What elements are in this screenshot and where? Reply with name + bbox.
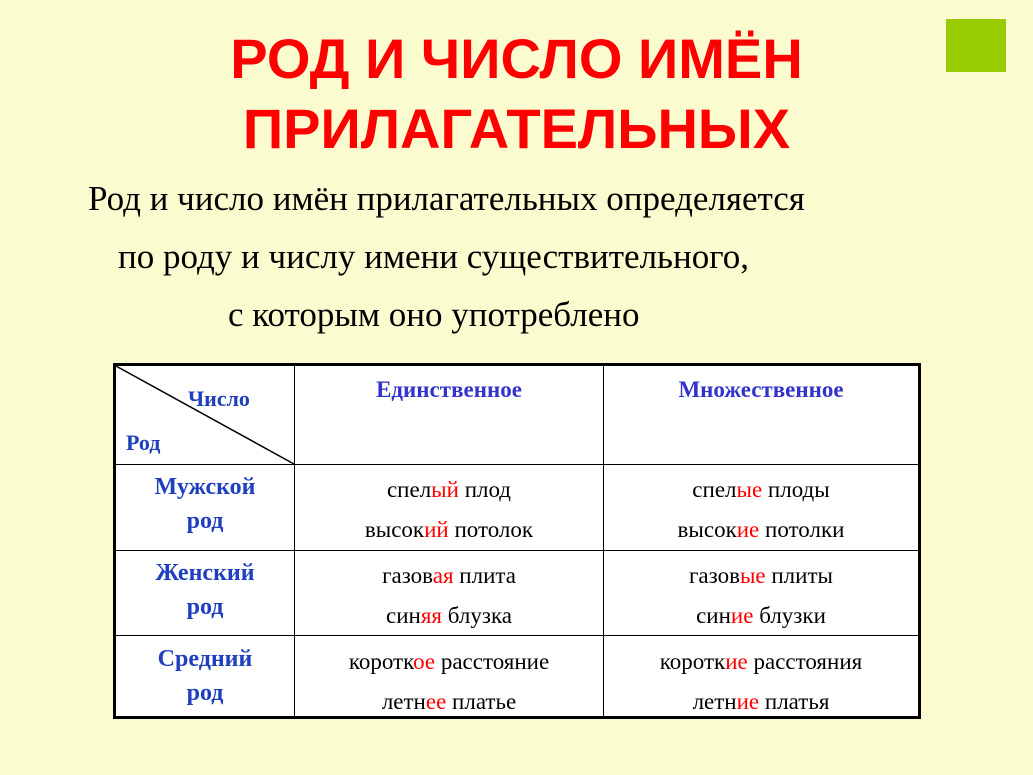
adjective-ending: ий — [424, 517, 449, 542]
row-label-line: Женский — [155, 560, 255, 586]
cell-masculine-singular — [295, 470, 603, 550]
rule-line-3: с которым оно употреблено — [228, 295, 640, 334]
row-label-line: род — [186, 508, 224, 534]
cell-feminine-singular — [295, 556, 603, 636]
adjective-ending: ее — [425, 689, 447, 714]
adjective-ending: ые — [739, 563, 766, 588]
corner-label-gender: Род — [126, 430, 161, 455]
cell-neuter-singular — [295, 642, 603, 722]
example-phrase: высокий потолок — [364, 517, 534, 542]
row-label-line: род — [186, 680, 224, 706]
adjective-ending: ие — [730, 603, 754, 628]
adjective-ending: ые — [736, 477, 763, 502]
row-label-feminine — [116, 556, 294, 624]
example-phrase: синяя блузка — [386, 603, 512, 628]
example-phrase: летние платья — [692, 689, 830, 714]
example-phrase: летнее платье — [381, 689, 517, 714]
example-phrase: газовая плита — [382, 563, 516, 588]
adjective-ending: ие — [736, 517, 760, 542]
rule-line-2: по роду и числу имени существительного, — [118, 237, 749, 276]
rule-line-1: Род и число имён прилагательных определяется — [88, 179, 805, 218]
column-header-singular: Единственное — [376, 377, 522, 402]
table-divider-h2 — [116, 550, 918, 551]
adjective-ending: ие — [725, 649, 748, 674]
example-phrase: синие блузки — [696, 603, 826, 628]
example-phrase: газовые плиты — [689, 563, 833, 588]
title-line-2: ПРИЛАГАТЕЛЬНЫХ — [242, 97, 791, 160]
row-label-line: род — [186, 594, 224, 620]
adjective-ending: ие — [736, 689, 760, 714]
adjective-ending: ое — [413, 649, 436, 674]
cell-neuter-plural — [604, 642, 918, 722]
example-phrase: спелый плод — [386, 477, 512, 502]
row-label-masculine — [116, 470, 294, 538]
row-label-line: Мужской — [154, 474, 256, 500]
adjective-ending: яя — [420, 603, 442, 628]
gender-number-table — [113, 363, 921, 719]
title-line-1: РОД И ЧИСЛО ИМЁН — [230, 27, 803, 90]
adjective-ending: ая — [432, 563, 454, 588]
column-header-plural: Множественное — [678, 377, 844, 402]
example-phrase: высокие потолки — [677, 517, 845, 542]
example-phrase: короткие расстояния — [659, 649, 863, 674]
page-title — [0, 24, 1033, 164]
cell-feminine-plural — [604, 556, 918, 636]
corner-label-number: Число — [188, 386, 250, 411]
row-label-line: Средний — [157, 646, 253, 672]
row-label-neuter — [116, 642, 294, 710]
adjective-ending: ый — [431, 477, 459, 502]
cell-masculine-plural — [604, 470, 918, 550]
example-phrase: короткое расстояние — [348, 649, 550, 674]
example-phrase: спелые плоды — [692, 477, 830, 502]
